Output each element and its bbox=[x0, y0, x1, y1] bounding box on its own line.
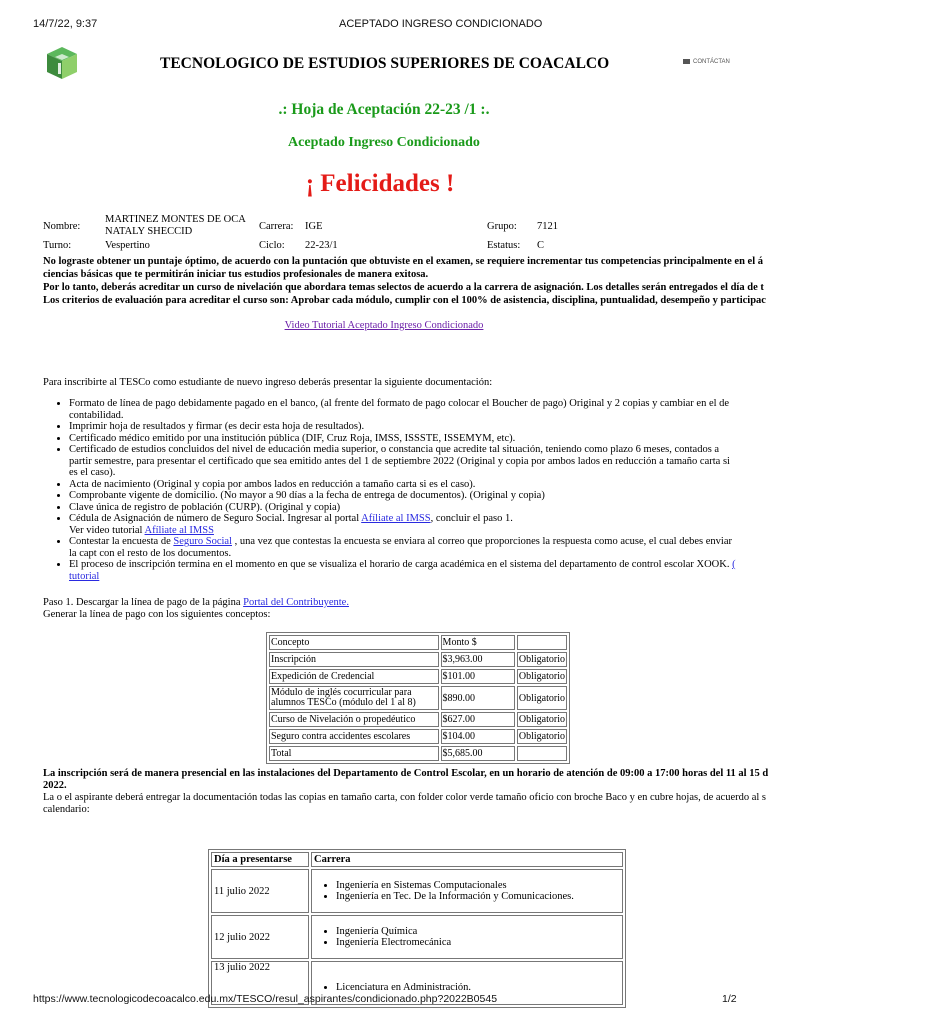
acceptance-sheet-title: .: Hoja de Aceptación 22-23 /1 :. bbox=[278, 101, 490, 118]
print-date: 14/7/22, 9:37 bbox=[33, 18, 98, 30]
list-item: • Ingeniería Química bbox=[336, 926, 620, 938]
documents-list bbox=[0, 398, 734, 582]
table-row: Total $5,685.00 bbox=[269, 746, 567, 761]
portal-contribuyente-link[interactable]: Portal del Contribuyente. bbox=[243, 597, 349, 608]
seguro-social-link[interactable]: Seguro Social bbox=[173, 536, 232, 547]
table-row: Seguro contra accidentes escolares $104.00 Obligatorio bbox=[271, 731, 565, 742]
schedule-table bbox=[208, 849, 626, 1008]
contact-link[interactable]: CONTÁCTAN bbox=[683, 59, 730, 65]
student-career: IGE bbox=[305, 221, 323, 232]
list-item: • Acta de nacimiento (Original y copia por ambos lados en reducción a tamaño carta si es el caso). bbox=[69, 479, 949, 491]
list-item: • Licenciatura en Administración. bbox=[336, 982, 620, 994]
table-row: Expedición de Credencial $101.00 Obligatorio bbox=[271, 671, 565, 682]
table-row: 11 julio 2022 • Ingeniería en Sistemas Computacionales • Ingeniería en Tec. De la Información y Comunicaciones. bbox=[211, 869, 623, 913]
mail-icon bbox=[683, 59, 690, 64]
registration-info: La inscripción será de manera presencial en las instalaciones del Departamento de Control Escolar, en un horario de atención de 09:00 a 17:00 horas del 11 al 15 d 2022. La o el aspirante deberá entregar la documentación todas las copias en tamaño carta, con folder color verde tamaño oficio con broche Baco y en cubre hojas, de acuerdo al s calendario: bbox=[43, 768, 769, 815]
congrats-heading: ¡ Felicidades ! bbox=[305, 170, 455, 197]
list-item: • Contestar la encuesta de Seguro Social , una vez que contestas la encuesta se enviara al correo que proporciones la respuesta como acuse, el cual debes enviar la capt con el resto de los documentos. bbox=[69, 536, 734, 559]
list-item: • Cédula de Asignación de número de Seguro Social. Ingresar al portal Afíliate al IMSS, concluir el paso 1. Ver video tutorial Afíliate al IMSS bbox=[69, 513, 949, 536]
print-page-number: 1/2 bbox=[722, 993, 737, 1005]
list-item: • Imprimir hoja de resultados y firmar (es decir esta hoja de resultados). bbox=[69, 421, 949, 433]
table-row: Módulo de inglés cocurricular para alumnos TESCo (módulo del 1 al 8) $890.00 Obligatorio bbox=[271, 687, 565, 708]
leveling-notice: No lograste obtener un puntaje óptimo, de acuerdo con la puntación que obtuviste en el examen, se requiere incrementar tus competencias principalmente en el á ciencias básicas que te permitirán iniciar tus estudios profesionales de manera exitosa. Por lo tanto, deberás acreditar un curso de nivelación que abordara temas selectos de acuerdo a la carrera de asignación. Los detalles serán entregados el día de t Los criterios de evaluación para acreditar el curso son: Aprobar cada módulo, cumplir con el 100% de asistencia, disciplina, puntualidad, desempeño y participac bbox=[43, 256, 766, 306]
list-item: • El proceso de inscripción termina en el momento en que se visualiza el horario de carga académica en el sistema del departamento de control escolar XOOK. ( tutorial bbox=[69, 559, 749, 582]
student-status: C bbox=[537, 240, 545, 251]
list-item: • Ingeniería en Tec. De la Información y Comunicaciones. bbox=[336, 891, 620, 903]
student-shift: Vespertino bbox=[105, 240, 150, 251]
school-name: TECNOLOGICO DE ESTUDIOS SUPERIORES DE COACALCO bbox=[160, 55, 610, 72]
list-item: • Ingeniería en Sistemas Computacionales bbox=[336, 880, 620, 892]
list-item: • Clave única de registro de población (CURP). (Original y copia) bbox=[69, 502, 949, 514]
step1-text: Paso 1. Descargar la línea de pago de la página Portal del Contribuyente. Generar la línea de pago con los siguientes conceptos: bbox=[43, 597, 349, 620]
student-group: 7121 bbox=[537, 221, 558, 232]
table-row: 13 julio 2022 • Licenciatura en Administración. bbox=[211, 961, 623, 1005]
list-item: • Comprobante vigente de domicilio. (No mayor a 90 días a la fecha de entrega de documentos). (Original y copia) bbox=[69, 490, 949, 502]
fees-table bbox=[266, 632, 570, 764]
list-item: • Ingeniería Electromecánica bbox=[336, 937, 620, 949]
table-row: 12 julio 2022 • Ingeniería Química • Ingeniería Electromecánica bbox=[211, 915, 623, 959]
list-item: • Certificado médico emitido por una institución pública (DIF, Cruz Roja, IMSS, ISSSTE, ISSEMYM, etc). bbox=[69, 433, 949, 445]
list-item: • Certificado de estudios concluidos del nivel de educación media superior, o constancia que acredite tal situación, teniendo como plazo 6 meses, contados a partir semestre, para presentar el certificado que sea emitido antes del 1 de septiembre 2022 (Original y copia por ambos lados en reducción a tamaño carta si es el caso). bbox=[69, 444, 734, 479]
student-info: Nombre: MARTINEZ MONTES DE OCA NATALY SHECCID Carrera: IGE Grupo: 7121 Turno: Vespertino Ciclo: 22-23/1 Estatus: C bbox=[43, 214, 558, 251]
docs-intro: Para inscribirte al TESCo como estudiante de nuevo ingreso deberás presentar la siguiente documentación: bbox=[43, 377, 493, 388]
school-logo bbox=[46, 46, 78, 80]
print-title: ACEPTADO INGRESO CONDICIONADO bbox=[339, 18, 543, 30]
acceptance-status: Aceptado Ingreso Condicionado bbox=[288, 135, 480, 150]
table-row: Inscripción $3,963.00 Obligatorio bbox=[271, 654, 565, 665]
video-tutorial-link[interactable]: Video Tutorial Aceptado Ingreso Condicionado bbox=[284, 320, 484, 331]
table-row: Curso de Nivelación o propedéutico $627.00 Obligatorio bbox=[271, 714, 565, 725]
imss-video-link[interactable]: Afíliate al IMSS bbox=[144, 524, 214, 536]
student-cycle: 22-23/1 bbox=[305, 240, 338, 251]
imss-portal-link[interactable]: Afíliate al IMSS bbox=[361, 513, 431, 524]
table-header-row: Día a presentarse Carrera bbox=[211, 852, 623, 867]
xook-tutorial-link[interactable]: ( bbox=[732, 559, 736, 570]
list-item: • Formato de línea de pago debidamente pagado en el banco, (al frente del formato de pago colocar el Boucher de pago) Original y 2 copias y cambiar en el de contabilidad. bbox=[69, 398, 734, 421]
xook-tutorial-link-2[interactable]: tutorial bbox=[69, 570, 100, 582]
schedule-wrapper bbox=[208, 849, 628, 994]
print-url: https://www.tecnologicodecoacalco.edu.mx/TESCO/resul_aspirantes/condicionado.php?2022B0545 bbox=[33, 993, 498, 1005]
student-name: MARTINEZ MONTES DE OCA NATALY SHECCID bbox=[105, 214, 246, 237]
table-header-row: Concepto Monto $ bbox=[269, 635, 567, 650]
